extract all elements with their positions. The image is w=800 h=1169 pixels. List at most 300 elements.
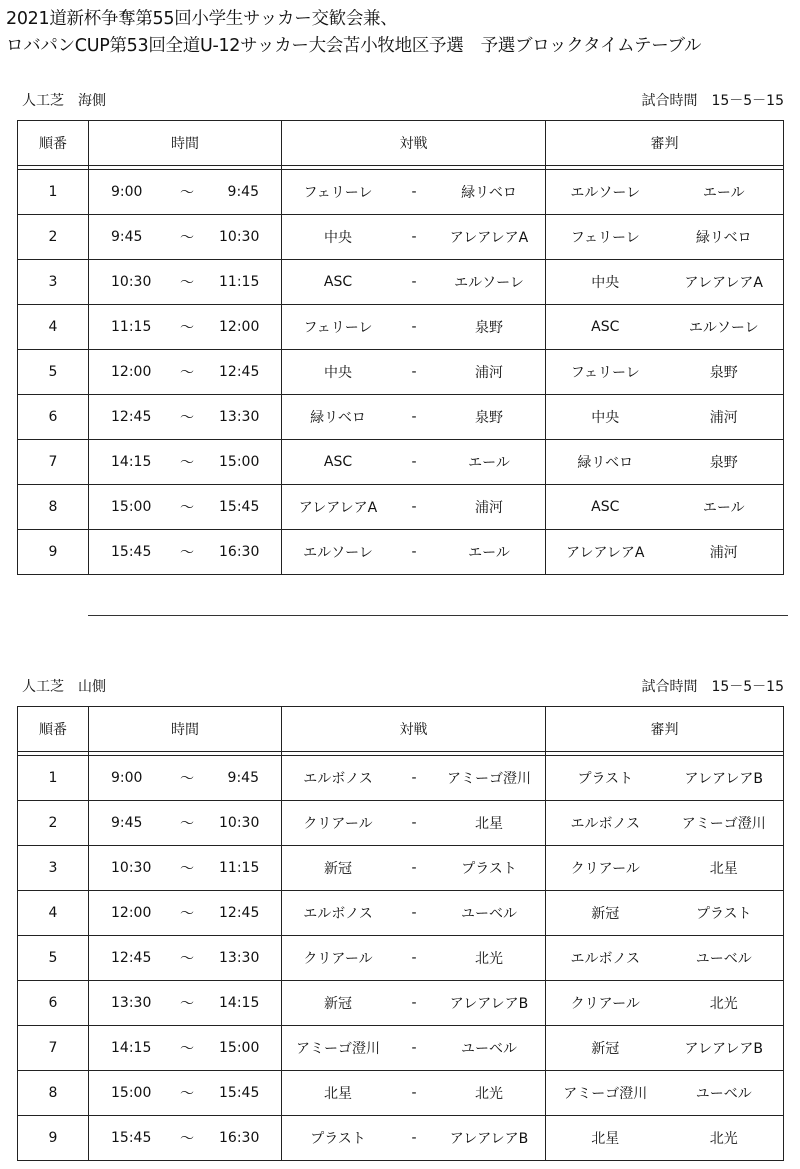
match-cell xyxy=(282,801,546,846)
referee-1: クリアール xyxy=(570,861,640,877)
match-pair xyxy=(282,395,545,439)
versus-dash: - xyxy=(411,409,417,425)
versus-dash: - xyxy=(411,950,417,966)
start-time: 15:00 xyxy=(111,499,152,515)
referee-pair xyxy=(546,215,783,259)
tilde-separator: ～ xyxy=(180,545,194,561)
time-range xyxy=(89,440,281,484)
table-row xyxy=(18,440,784,485)
order-cell: 7 xyxy=(18,440,89,485)
referee-2: エール xyxy=(702,500,745,516)
time-cell xyxy=(89,305,282,350)
end-time: 12:00 xyxy=(219,319,260,335)
referee-1: クリアール xyxy=(570,996,640,1012)
referee-cell xyxy=(546,440,784,485)
end-time: 16:30 xyxy=(219,544,260,560)
tilde-separator: ～ xyxy=(180,996,194,1012)
referee-cell xyxy=(546,846,784,891)
end-time: 11:15 xyxy=(219,274,260,290)
referee-1: エルボノス xyxy=(570,951,640,967)
home-team: 中央 xyxy=(324,365,352,381)
away-team: アレアレアB xyxy=(449,1131,529,1147)
order-cell: 5 xyxy=(18,350,89,395)
home-team: ASC xyxy=(323,274,353,290)
start-time: 14:15 xyxy=(111,1040,152,1056)
referee-cell xyxy=(546,801,784,846)
match-cell xyxy=(282,350,546,395)
table-row xyxy=(18,1116,784,1161)
start-time: 9:00 xyxy=(111,184,143,200)
away-team: エール xyxy=(468,545,510,561)
table-row xyxy=(18,350,784,395)
home-team: エルボノス xyxy=(303,771,373,787)
versus-dash: - xyxy=(411,1040,417,1056)
home-team: 中央 xyxy=(324,230,352,246)
referee-pair xyxy=(546,846,783,890)
tilde-separator: ～ xyxy=(180,500,194,516)
time-cell xyxy=(89,846,282,891)
time-range xyxy=(89,260,281,304)
order-cell: 2 xyxy=(18,215,89,260)
referee-cell xyxy=(546,756,784,801)
away-team: 泉野 xyxy=(475,410,503,426)
referee-pair xyxy=(546,350,783,394)
away-team: プラスト xyxy=(461,861,517,877)
referee-2: 泉野 xyxy=(709,455,738,471)
order-cell: 1 xyxy=(18,756,89,801)
referee-pair xyxy=(546,260,783,304)
header-match: 対戦 xyxy=(282,707,546,752)
time-range xyxy=(89,801,281,845)
referee-1: 中央 xyxy=(591,410,620,426)
tilde-separator: ～ xyxy=(180,185,194,201)
schedule-table-sea-side xyxy=(17,120,784,575)
table-row xyxy=(18,756,784,801)
match-pair xyxy=(282,260,545,304)
referee-2: プラスト xyxy=(695,906,752,922)
end-time: 13:30 xyxy=(219,950,260,966)
table-row xyxy=(18,801,784,846)
match-cell xyxy=(282,440,546,485)
referee-1: アミーゴ澄川 xyxy=(563,1086,648,1102)
end-time: 11:15 xyxy=(219,860,260,876)
versus-dash: - xyxy=(411,905,417,921)
away-team: 浦河 xyxy=(475,500,503,516)
referee-1: フェリーレ xyxy=(570,230,640,246)
time-range xyxy=(89,1026,281,1070)
referee-2: 北光 xyxy=(709,996,738,1012)
match-pair xyxy=(282,170,545,214)
referee-pair xyxy=(546,891,783,935)
referee-cell xyxy=(546,485,784,530)
home-team: 北星 xyxy=(324,1086,352,1102)
order-cell: 3 xyxy=(18,846,89,891)
time-cell xyxy=(89,891,282,936)
match-pair xyxy=(282,936,545,980)
time-range xyxy=(89,891,281,935)
match-cell xyxy=(282,756,546,801)
tilde-separator: ～ xyxy=(180,410,194,426)
referee-cell xyxy=(546,215,784,260)
time-range xyxy=(89,305,281,349)
referee-pair xyxy=(546,1071,783,1115)
home-team: エルソーレ xyxy=(303,545,373,561)
referee-pair xyxy=(546,936,783,980)
schedule-table-mountain-side xyxy=(17,706,784,1161)
table-row xyxy=(18,485,784,530)
time-cell xyxy=(89,1071,282,1116)
referee-1: 新冠 xyxy=(591,906,620,922)
header-referee: 審判 xyxy=(546,121,784,166)
match-cell xyxy=(282,530,546,575)
referee-cell xyxy=(546,395,784,440)
match-time: 試合時間 15－5－15 xyxy=(641,93,784,109)
away-team: アレアレアA xyxy=(449,230,529,246)
referee-pair xyxy=(546,981,783,1025)
home-team: 新冠 xyxy=(324,861,352,877)
referee-cell xyxy=(546,1116,784,1161)
referee-2: 泉野 xyxy=(709,365,738,381)
table-row xyxy=(18,936,784,981)
match-pair xyxy=(282,530,545,574)
start-time: 14:15 xyxy=(111,454,152,470)
end-time: 15:00 xyxy=(219,1040,260,1056)
away-team: アレアレアB xyxy=(449,996,529,1012)
match-pair xyxy=(282,440,545,484)
match-pair xyxy=(282,485,545,529)
table-header-row xyxy=(18,121,784,166)
table-row xyxy=(18,1071,784,1116)
referee-2: エルソーレ xyxy=(688,320,759,336)
tilde-separator: ～ xyxy=(180,365,194,381)
table-row xyxy=(18,981,784,1026)
tilde-separator: ～ xyxy=(180,455,194,471)
match-time: 試合時間 15－5－15 xyxy=(641,679,784,695)
match-pair xyxy=(282,891,545,935)
tilde-separator: ～ xyxy=(180,230,194,246)
time-cell xyxy=(89,981,282,1026)
time-range xyxy=(89,215,281,259)
table-row xyxy=(18,530,784,575)
home-team: フェリーレ xyxy=(303,320,373,336)
header-order: 順番 xyxy=(18,121,89,166)
match-cell xyxy=(282,981,546,1026)
time-cell xyxy=(89,756,282,801)
table-row xyxy=(18,1026,784,1071)
match-cell xyxy=(282,215,546,260)
tilde-separator: ～ xyxy=(180,1086,194,1102)
referee-2: 北光 xyxy=(709,1131,738,1147)
referee-cell xyxy=(546,1071,784,1116)
away-team: 泉野 xyxy=(475,320,503,336)
time-cell xyxy=(89,936,282,981)
referee-2: アレアレアB xyxy=(684,1041,763,1057)
order-cell: 7 xyxy=(18,1026,89,1071)
referee-2: 緑リベロ xyxy=(695,230,752,246)
time-cell xyxy=(89,215,282,260)
section-divider xyxy=(88,615,788,616)
versus-dash: - xyxy=(411,274,417,290)
referee-pair xyxy=(546,1116,783,1160)
versus-dash: - xyxy=(411,319,417,335)
referee-1: ASC xyxy=(591,499,620,515)
referee-1: 中央 xyxy=(591,275,620,291)
time-range xyxy=(89,981,281,1025)
order-cell: 9 xyxy=(18,530,89,575)
referee-1: 北星 xyxy=(591,1131,620,1147)
time-cell xyxy=(89,170,282,215)
header-order: 順番 xyxy=(18,707,89,752)
end-time: 10:30 xyxy=(219,229,260,245)
section-label: 人工芝 山側 xyxy=(22,679,106,695)
referee-cell xyxy=(546,260,784,305)
home-team: アレアレアA xyxy=(298,500,378,516)
tilde-separator: ～ xyxy=(180,861,194,877)
referee-2: エール xyxy=(702,185,745,201)
order-cell: 3 xyxy=(18,260,89,305)
referee-pair xyxy=(546,305,783,349)
referee-pair xyxy=(546,530,783,574)
title-line-2: ロバパンCUP第53回全道U-12サッカー大会苫小牧地区予選 予選ブロックタイムテーブル xyxy=(6,36,702,56)
order-cell: 8 xyxy=(18,1071,89,1116)
end-time: 9:45 xyxy=(227,184,259,200)
start-time: 9:45 xyxy=(111,229,143,245)
versus-dash: - xyxy=(411,364,417,380)
referee-2: 浦河 xyxy=(709,410,738,426)
end-time: 10:30 xyxy=(219,815,260,831)
referee-pair xyxy=(546,170,783,214)
away-team: 北星 xyxy=(475,816,503,832)
away-team: ユーベル xyxy=(461,906,517,922)
header-time: 時間 xyxy=(89,707,282,752)
referee-pair xyxy=(546,801,783,845)
match-pair xyxy=(282,846,545,890)
tilde-separator: ～ xyxy=(180,320,194,336)
referee-cell xyxy=(546,936,784,981)
table-row xyxy=(18,891,784,936)
header-referee: 審判 xyxy=(546,707,784,752)
referee-2: アレアレアA xyxy=(684,275,763,291)
match-pair xyxy=(282,1071,545,1115)
versus-dash: - xyxy=(411,499,417,515)
referee-2: アミーゴ澄川 xyxy=(681,816,766,832)
away-team: 北光 xyxy=(475,951,503,967)
home-team: クリアール xyxy=(303,816,373,832)
match-cell xyxy=(282,846,546,891)
tilde-separator: ～ xyxy=(180,275,194,291)
away-team: 浦河 xyxy=(475,365,503,381)
time-range xyxy=(89,846,281,890)
table-row xyxy=(18,305,784,350)
referee-1: 緑リベロ xyxy=(577,455,634,471)
time-cell xyxy=(89,485,282,530)
time-range xyxy=(89,936,281,980)
end-time: 12:45 xyxy=(219,364,260,380)
time-cell xyxy=(89,440,282,485)
order-cell: 6 xyxy=(18,395,89,440)
time-range xyxy=(89,756,281,800)
table-body xyxy=(18,707,784,1161)
home-team: 緑リベロ xyxy=(310,410,366,426)
order-cell: 9 xyxy=(18,1116,89,1161)
end-time: 16:30 xyxy=(219,1130,260,1146)
home-team: アミーゴ澄川 xyxy=(296,1041,380,1057)
versus-dash: - xyxy=(411,1130,417,1146)
start-time: 15:45 xyxy=(111,1130,152,1146)
start-time: 15:00 xyxy=(111,1085,152,1101)
time-cell xyxy=(89,395,282,440)
table-row xyxy=(18,170,784,215)
referee-1: プラスト xyxy=(577,771,634,787)
order-cell: 2 xyxy=(18,801,89,846)
versus-dash: - xyxy=(411,860,417,876)
match-cell xyxy=(282,1026,546,1071)
match-pair xyxy=(282,305,545,349)
versus-dash: - xyxy=(411,815,417,831)
time-range xyxy=(89,1116,281,1160)
referee-pair xyxy=(546,1026,783,1070)
match-pair xyxy=(282,350,545,394)
start-time: 15:45 xyxy=(111,544,152,560)
time-range xyxy=(89,395,281,439)
referee-cell xyxy=(546,530,784,575)
referee-cell xyxy=(546,305,784,350)
referee-cell xyxy=(546,350,784,395)
referee-pair xyxy=(546,440,783,484)
referee-1: ASC xyxy=(591,319,620,335)
referee-cell xyxy=(546,981,784,1026)
away-team: ユーベル xyxy=(461,1041,517,1057)
start-time: 10:30 xyxy=(111,860,152,876)
order-cell: 4 xyxy=(18,305,89,350)
time-range xyxy=(89,1071,281,1115)
end-time: 15:00 xyxy=(219,454,260,470)
away-team: エール xyxy=(468,455,510,471)
referee-pair xyxy=(546,485,783,529)
referee-2: ユーベル xyxy=(695,1086,752,1102)
match-cell xyxy=(282,891,546,936)
home-team: 新冠 xyxy=(324,996,352,1012)
away-team: アミーゴ澄川 xyxy=(447,771,531,787)
match-pair xyxy=(282,1026,545,1070)
end-time: 12:45 xyxy=(219,905,260,921)
referee-1: フェリーレ xyxy=(570,365,640,381)
start-time: 12:00 xyxy=(111,364,152,380)
start-time: 13:30 xyxy=(111,995,152,1011)
referee-2: アレアレアB xyxy=(684,771,763,787)
referee-1: 新冠 xyxy=(591,1041,620,1057)
away-team: 緑リベロ xyxy=(461,185,517,201)
tilde-separator: ～ xyxy=(180,951,194,967)
title-line-1: 2021道新杯争奪第55回小学生サッカー交歓会兼、 xyxy=(6,9,398,29)
match-pair xyxy=(282,215,545,259)
referee-2: 浦河 xyxy=(709,545,738,561)
versus-dash: - xyxy=(411,1085,417,1101)
time-range xyxy=(89,170,281,214)
end-time: 15:45 xyxy=(219,1085,260,1101)
table-row xyxy=(18,215,784,260)
table-row xyxy=(18,846,784,891)
versus-dash: - xyxy=(411,995,417,1011)
start-time: 11:15 xyxy=(111,319,152,335)
referee-pair xyxy=(546,756,783,800)
time-cell xyxy=(89,260,282,305)
end-time: 13:30 xyxy=(219,409,260,425)
match-pair xyxy=(282,981,545,1025)
start-time: 12:45 xyxy=(111,409,152,425)
home-team: クリアール xyxy=(303,951,373,967)
table-header-row xyxy=(18,707,784,752)
table-row xyxy=(18,395,784,440)
referee-pair xyxy=(546,395,783,439)
end-time: 9:45 xyxy=(227,770,259,786)
match-cell xyxy=(282,1116,546,1161)
table-body xyxy=(18,121,784,575)
home-team: エルボノス xyxy=(303,906,373,922)
end-time: 15:45 xyxy=(219,499,260,515)
time-cell xyxy=(89,350,282,395)
match-cell xyxy=(282,305,546,350)
time-range xyxy=(89,485,281,529)
referee-1: エルボノス xyxy=(570,816,640,832)
start-time: 12:00 xyxy=(111,905,152,921)
order-cell: 6 xyxy=(18,981,89,1026)
versus-dash: - xyxy=(411,184,417,200)
header-time: 時間 xyxy=(89,121,282,166)
home-team: フェリーレ xyxy=(303,185,373,201)
match-cell xyxy=(282,395,546,440)
time-cell xyxy=(89,1116,282,1161)
time-cell xyxy=(89,801,282,846)
versus-dash: - xyxy=(411,229,417,245)
end-time: 14:15 xyxy=(219,995,260,1011)
start-time: 10:30 xyxy=(111,274,152,290)
away-team: エルソーレ xyxy=(454,275,524,291)
versus-dash: - xyxy=(411,454,417,470)
referee-cell xyxy=(546,170,784,215)
home-team: ASC xyxy=(323,454,353,470)
time-range xyxy=(89,350,281,394)
versus-dash: - xyxy=(411,770,417,786)
tilde-separator: ～ xyxy=(180,1131,194,1147)
tilde-separator: ～ xyxy=(180,906,194,922)
referee-2: ユーベル xyxy=(695,951,752,967)
home-team: プラスト xyxy=(310,1131,366,1147)
table-row xyxy=(18,260,784,305)
tilde-separator: ～ xyxy=(180,771,194,787)
referee-1: エルソーレ xyxy=(570,185,641,201)
referee-cell xyxy=(546,1026,784,1071)
time-range xyxy=(89,530,281,574)
document-title xyxy=(6,6,701,60)
referee-1: アレアレアA xyxy=(566,545,645,561)
order-cell: 5 xyxy=(18,936,89,981)
tilde-separator: ～ xyxy=(180,816,194,832)
match-cell xyxy=(282,1071,546,1116)
start-time: 9:45 xyxy=(111,815,143,831)
match-cell xyxy=(282,936,546,981)
match-pair xyxy=(282,801,545,845)
order-cell: 8 xyxy=(18,485,89,530)
tilde-separator: ～ xyxy=(180,1041,194,1057)
away-team: 北光 xyxy=(475,1086,503,1102)
match-cell xyxy=(282,260,546,305)
match-cell xyxy=(282,485,546,530)
header-match: 対戦 xyxy=(282,121,546,166)
match-pair xyxy=(282,1116,545,1160)
referee-cell xyxy=(546,891,784,936)
start-time: 9:00 xyxy=(111,770,143,786)
